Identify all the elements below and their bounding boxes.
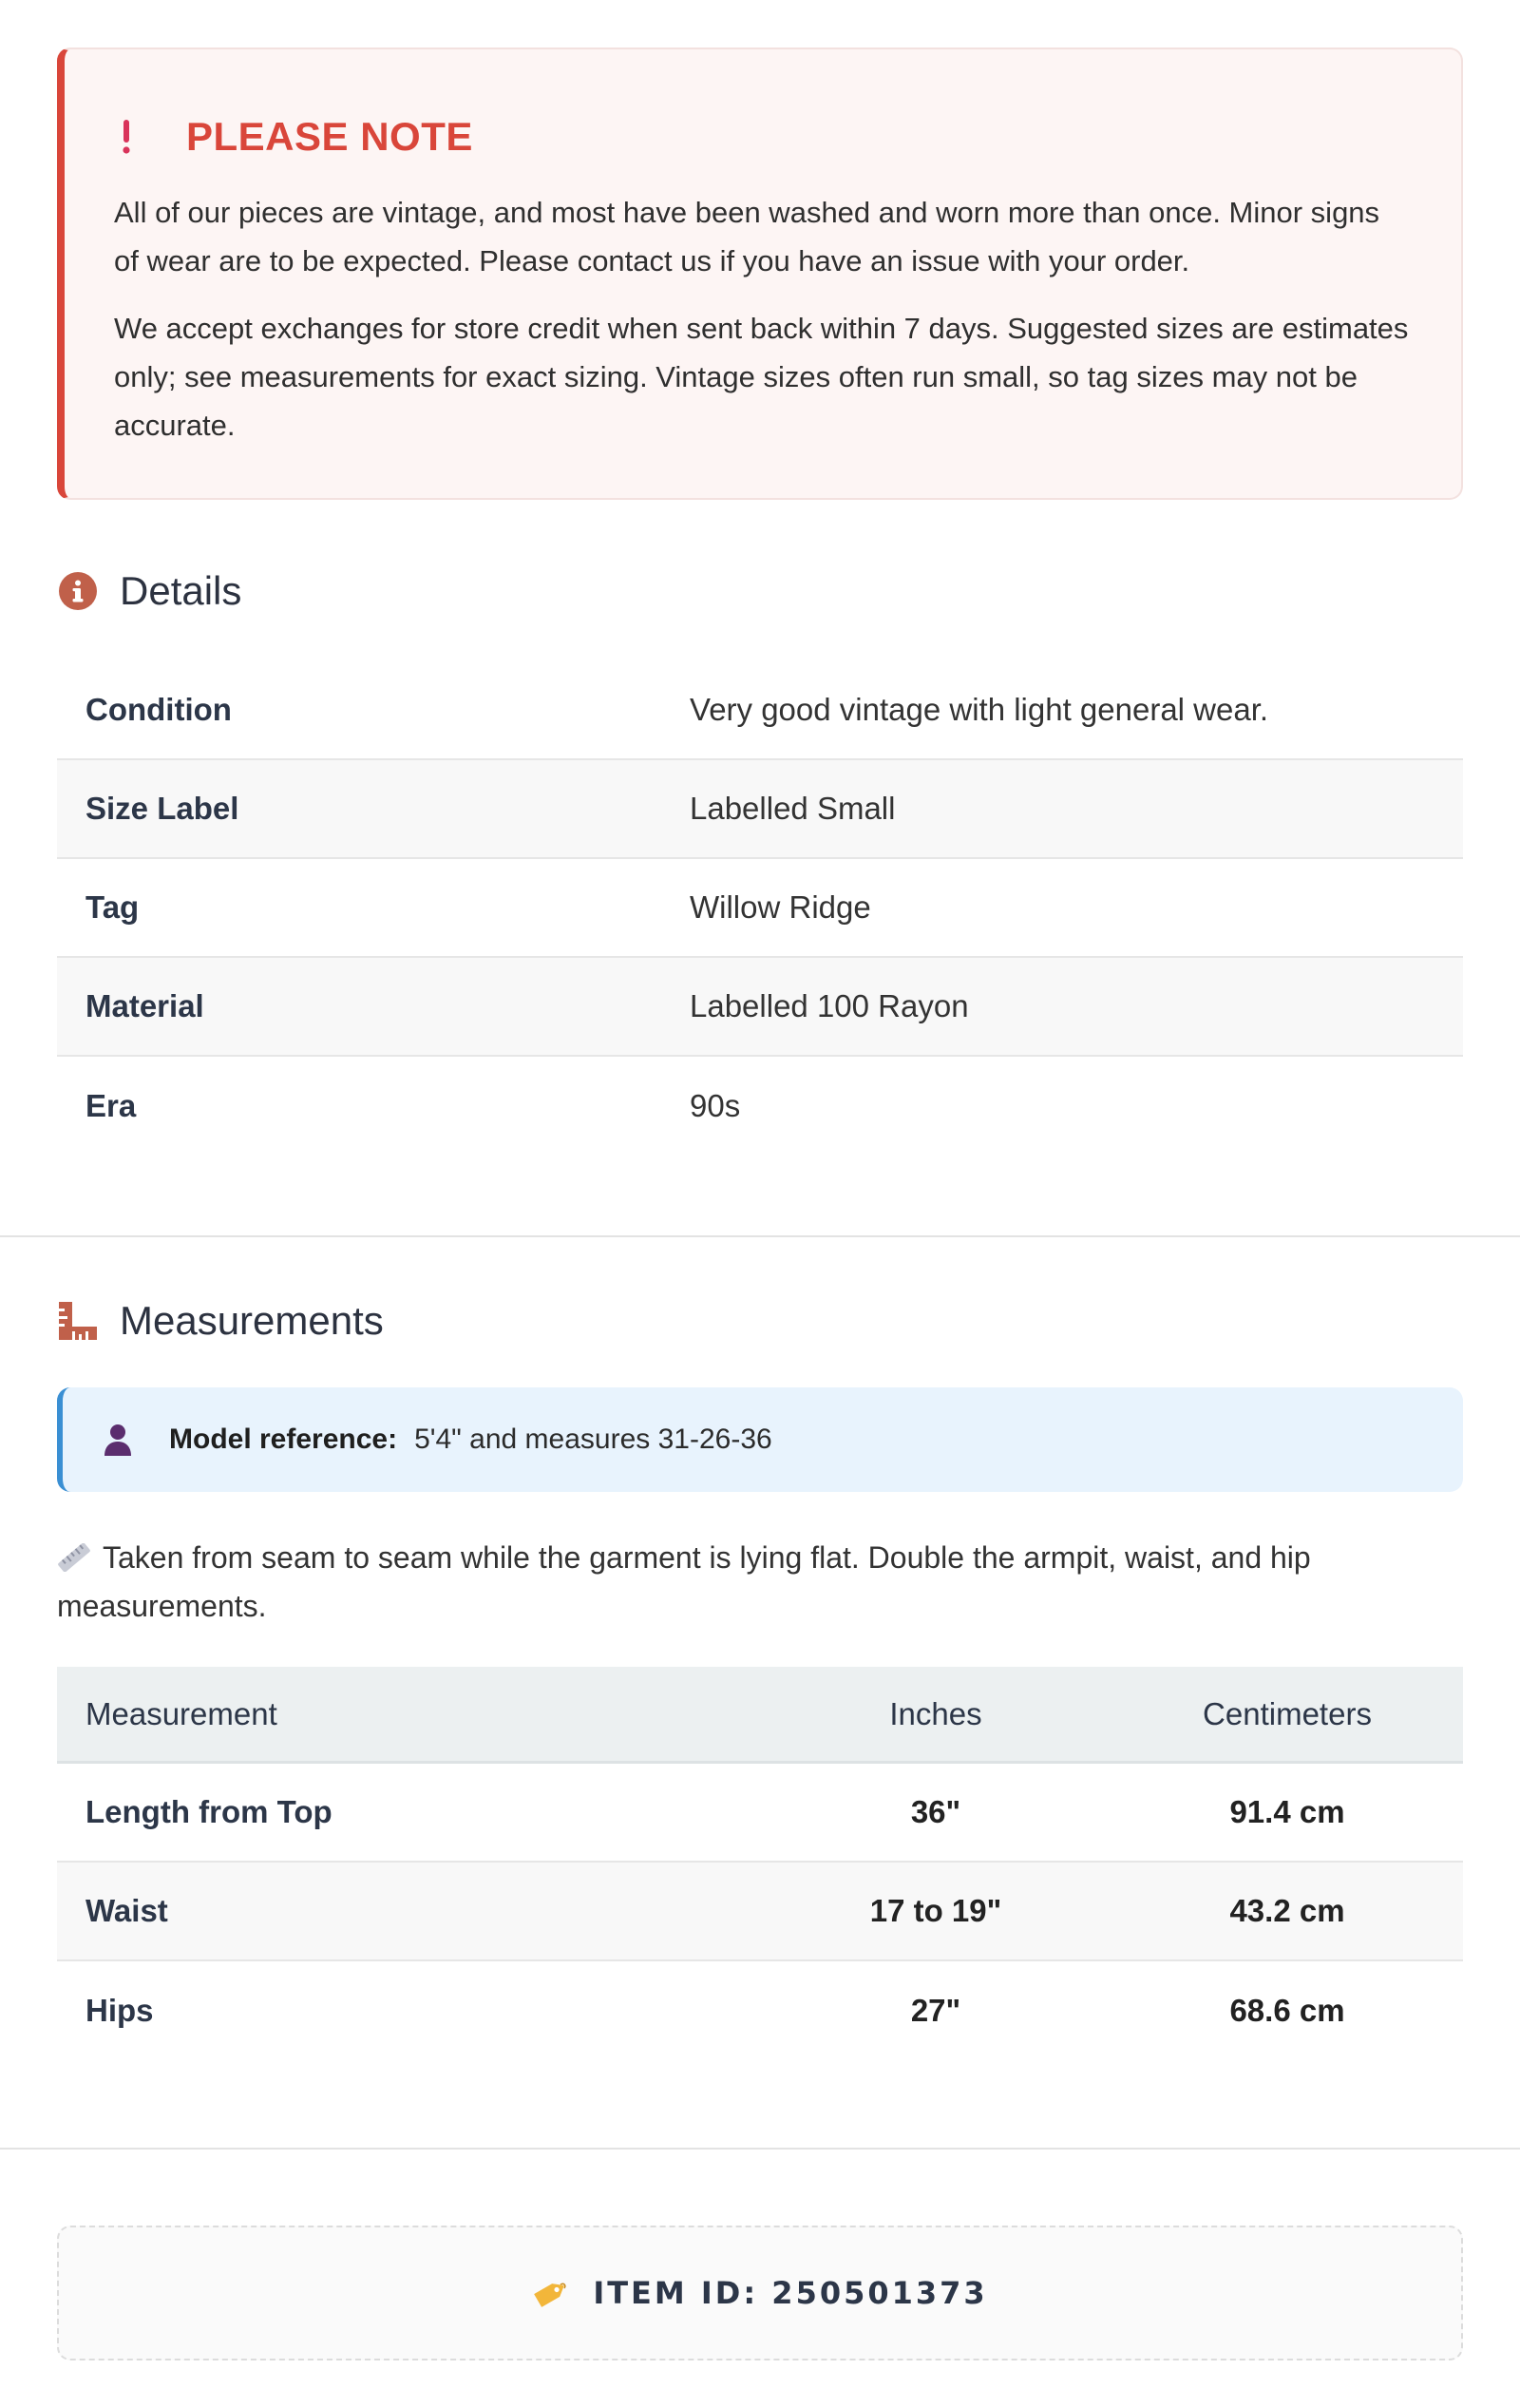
notice-header xyxy=(114,110,1410,163)
details-title: Details xyxy=(120,568,242,613)
details-row xyxy=(57,1057,1463,1156)
measurements-table xyxy=(57,1667,1463,2060)
details-row xyxy=(57,661,1463,760)
measurement-note-text: Taken from seam to seam while the garment is lying flat. Double the armpit, waist, and hip measurements. xyxy=(57,1540,1311,1623)
model-reference-label: Model reference: xyxy=(169,1424,398,1455)
details-label: Condition xyxy=(86,692,232,727)
details-table xyxy=(57,661,1463,1156)
info-circle-icon xyxy=(57,570,99,612)
details-row xyxy=(57,760,1463,859)
measurement-inches: 27" xyxy=(910,1993,961,2028)
table-row xyxy=(57,1961,1463,2060)
details-value: Labelled Small xyxy=(690,791,896,826)
table-row xyxy=(57,1764,1463,1863)
notice-title: PLEASE NOTE xyxy=(186,114,473,159)
measurement-name: Length from Top xyxy=(86,1794,332,1829)
column-header: Centimeters xyxy=(1203,1695,1372,1731)
measurement-name: Waist xyxy=(86,1893,168,1928)
model-reference-value: 5'4" and measures 31-26-36 xyxy=(414,1424,772,1455)
details-label: Size Label xyxy=(86,791,239,826)
details-heading xyxy=(57,568,241,614)
details-value: 90s xyxy=(690,1088,741,1123)
details-row xyxy=(57,859,1463,958)
details-label: Era xyxy=(86,1088,137,1123)
measurements-title: Measurements xyxy=(120,1298,384,1343)
details-label: Tag xyxy=(86,889,140,925)
measurement-cm: 43.2 cm xyxy=(1229,1893,1345,1928)
measurements-heading xyxy=(57,1298,384,1344)
measurement-note xyxy=(57,1534,1463,1631)
measurement-cm: 91.4 cm xyxy=(1229,1794,1345,1829)
measurement-inches: 17 to 19" xyxy=(869,1893,1002,1928)
measurement-cm: 68.6 cm xyxy=(1229,1993,1345,2028)
section-divider xyxy=(0,2148,1520,2150)
details-value: Labelled 100 Rayon xyxy=(690,988,969,1023)
exclamation-icon xyxy=(116,116,137,158)
details-value: Willow Ridge xyxy=(690,889,871,925)
person-icon xyxy=(101,1421,135,1459)
table-header xyxy=(57,1667,1463,1764)
notice-paragraph: We accept exchanges for store credit when sent back within 7 days. Suggested sizes are estimates only; see measurements for exact sizing. Vintage sizes often run small, so tag sizes may not be accurate. xyxy=(114,312,1409,442)
details-label: Material xyxy=(86,988,204,1023)
ruler-icon xyxy=(57,1538,91,1566)
ruler-icon xyxy=(57,1300,99,1342)
details-value: Very good vintage with light general wear. xyxy=(690,692,1269,727)
item-id-box xyxy=(57,2226,1463,2360)
measurement-name: Hips xyxy=(86,1993,154,2028)
item-id-text: ITEM ID: 250501373 xyxy=(593,2275,988,2311)
measurement-inches: 36" xyxy=(910,1794,961,1829)
tag-icon xyxy=(532,2276,570,2310)
column-header: Measurement xyxy=(86,1695,277,1731)
notice-paragraph: All of our pieces are vintage, and most have been washed and worn more than once. Minor signs of wear are to be expected. Please contact us if you have an issue with your order. xyxy=(114,196,1380,277)
model-reference-box xyxy=(57,1387,1463,1492)
table-row xyxy=(57,1863,1463,1961)
column-header: Inches xyxy=(889,1695,982,1731)
notice-card xyxy=(57,48,1463,500)
section-divider xyxy=(0,1235,1520,1237)
details-row xyxy=(57,958,1463,1057)
